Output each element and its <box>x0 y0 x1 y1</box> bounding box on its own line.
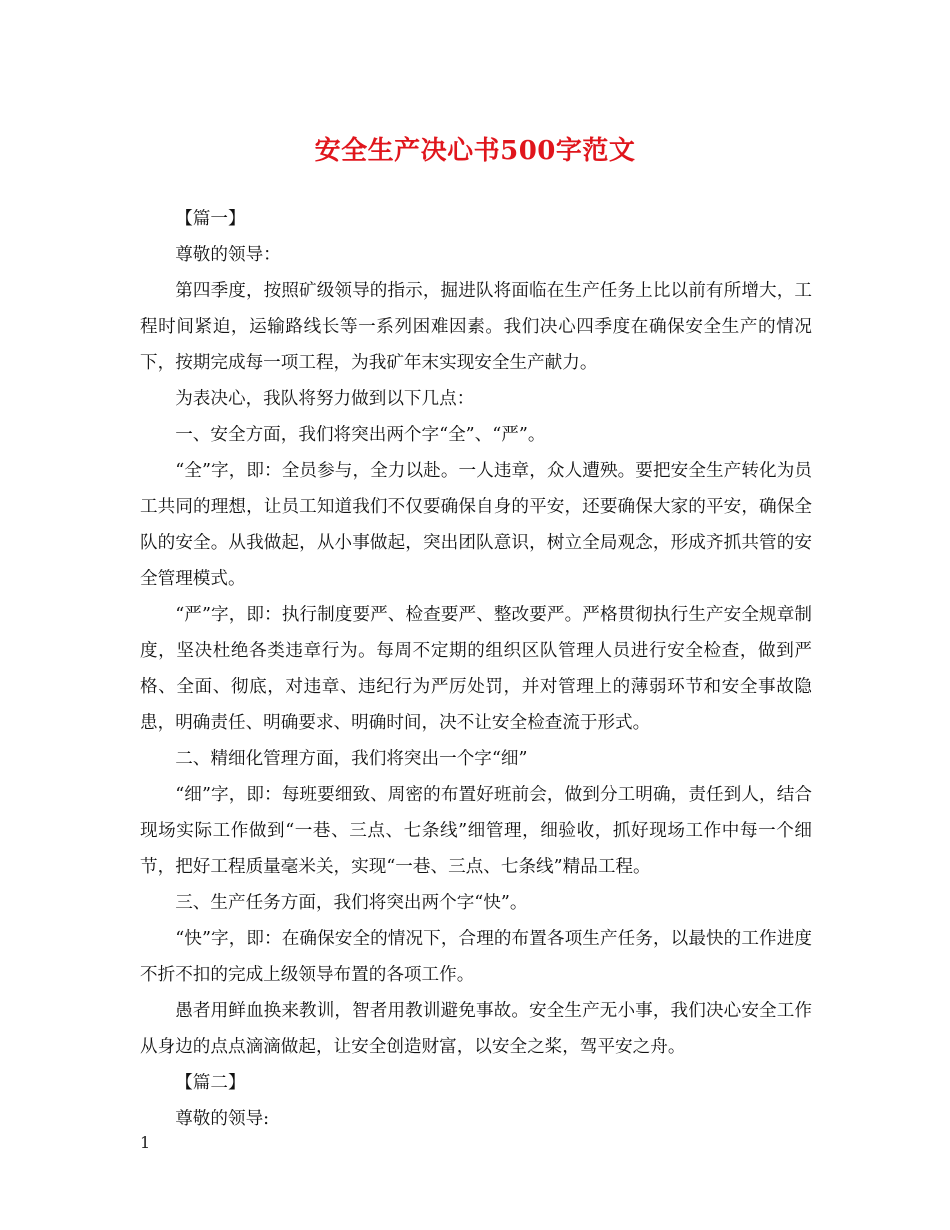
body-paragraph: “细”字，即：每班要细致、周密的布置好班前会，做到分工明确，责任到人，结合现场实际工作做到“一巷、三点、七条线”细管理，细验收，抓好现场工作中每一个细节，把好工程质量毫米关，实现“一巷、三点、七条线”精品工程。 <box>140 785 812 877</box>
body-paragraph: “快”字，即：在确保安全的情况下，合理的布置各项生产任务，以最快的工作进度不折不扣的完成上级领导布置的各项工作。 <box>140 929 812 985</box>
section-heading-1: 【篇一】 <box>175 209 246 229</box>
body-paragraph: “全”字，即：全员参与，全力以赴。一人违章，众人遭殃。要把安全生产转化为员工共同的理想，让员工知道我们不仅要确保自身的平安，还要确保大家的平安，确保全队的安全。从我做起，从小事做起，突出团队意识，树立全局观念，形成齐抓共管的安全管理模式。 <box>140 461 812 589</box>
document-title: 安全生产决心书500字范文 <box>314 136 636 166</box>
salutation-1: 尊敬的领导： <box>175 245 281 265</box>
section-heading-2: 【篇二】 <box>175 1073 246 1093</box>
body-paragraph: 愚者用鲜血换来教训，智者用教训避免事故。安全生产无小事，我们决心安全工作从身边的点点滴滴做起，让安全创造财富，以安全之桨，驾平安之舟。 <box>140 1001 812 1057</box>
body-paragraph: 为表决心，我队将努力做到以下几点： <box>175 389 475 409</box>
body-paragraph: 二、精细化管理方面，我们将突出一个字“细” <box>175 749 528 769</box>
body-paragraph: 三、生产任务方面，我们将突出两个字“快”。 <box>175 893 528 913</box>
body-paragraph: “严”字，即：执行制度要严、检查要严、整改要严。严格贯彻执行生产安全规章制度，坚决杜绝各类违章行为。每周不定期的组织区队管理人员进行安全检查，做到严格、全面、彻底，对违章、违纪行为严厉处罚，并对管理上的薄弱环节和安全事故隐患，明确责任、明确要求、明确时间，决不让安全检查流于形式。 <box>140 605 812 733</box>
body-paragraph: 第四季度，按照矿级领导的指示，掘进队将面临在生产任务上比以前有所增大，工程时间紧迫，运输路线长等一系列困难因素。我们决心四季度在确保安全生产的情况下，按期完成每一项工程，为我矿年末实现安全生产献力。 <box>140 281 812 373</box>
salutation-2: 尊敬的领导: <box>175 1109 270 1129</box>
page-number: 1 <box>140 1133 151 1152</box>
document-body <box>140 201 812 1137</box>
body-paragraph: 一、安全方面，我们将突出两个字“全”、“严”。 <box>175 425 546 445</box>
